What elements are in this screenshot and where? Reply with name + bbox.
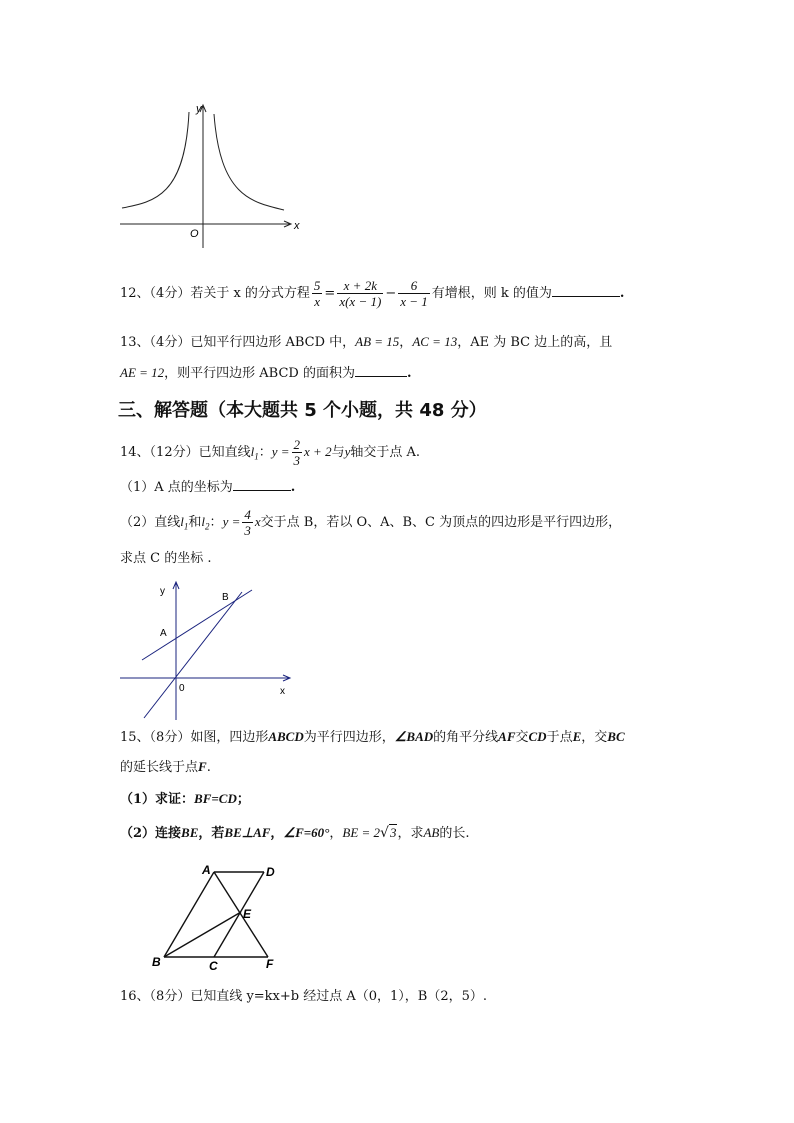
q15-label-d: D bbox=[266, 865, 275, 879]
q14-frac-2-3: $\frac{2}{3}$ bbox=[293, 437, 301, 468]
q14-point-a-label: A bbox=[160, 628, 167, 639]
q14-part-2-cont: 求点 C 的坐标 . bbox=[120, 551, 212, 566]
q14-frac-4-3: $\frac{4}{3}$ bbox=[244, 507, 251, 538]
q11-origin-label: O bbox=[190, 228, 199, 240]
q14-point-b-label: B bbox=[222, 592, 229, 603]
q14-x-label: x bbox=[280, 686, 285, 697]
q15-label-a: A bbox=[202, 863, 211, 877]
q15-label-f: F bbox=[266, 957, 274, 971]
q12: 12、（4分）若关于 x 的分式方程 $\frac{5}{x}$ = $\frac{x + 2k}{x(x - 1)}$ − $\frac{6}{x - 1}$ 有增根，则 k 的值为 . bbox=[120, 278, 625, 309]
q15-label-b: B bbox=[152, 955, 161, 969]
q12-suffix: 有增根，则 k 的值为 bbox=[431, 286, 552, 301]
q14-origin-label: 0 bbox=[179, 683, 185, 694]
q13-line-2: AE = 12，则平行四边形 ABCD 的面积为 . bbox=[120, 365, 412, 381]
q15-label-c: C bbox=[209, 959, 218, 973]
q11-x-label: x bbox=[294, 220, 300, 232]
q14-part-2: （2）直线$l_1$和$l_2$：y = $\frac{4}{3}$ x交于点 B，若以 O、A、B、C 为顶点的四边形是平行四边形， bbox=[120, 507, 622, 538]
q11-right-branch bbox=[214, 114, 284, 210]
q15-segment-be bbox=[164, 912, 241, 957]
q16: 16、（8分）已知直线 y=kx+b 经过点 A（0，1），B（2，5）. bbox=[120, 989, 488, 1004]
q15-side-ab bbox=[164, 872, 214, 957]
q12-frac-3: $\frac{6}{x - 1}$ bbox=[400, 278, 428, 309]
q12-frac-1: $\frac{5}{x}$ bbox=[313, 278, 321, 309]
q13-answer-blank[interactable] bbox=[355, 364, 407, 377]
q15-label-e: E bbox=[243, 907, 252, 921]
q14-stem: 14、（12分）已知直线$l_1$：y = $\frac{2}{3}$ x + 2与y轴交于点 A. bbox=[120, 437, 421, 468]
q14-answer-blank[interactable] bbox=[233, 478, 291, 491]
q12-answer-blank[interactable] bbox=[552, 284, 620, 297]
q14-graph bbox=[110, 578, 310, 724]
q13-line-1: 13、（4分）已知平行四边形 ABCD 中，AB = 15，AC = 13，AE 为 BC 边上的高，且 bbox=[120, 334, 613, 350]
q14-line-l2 bbox=[144, 592, 242, 718]
q14-part-1: （1）A 点的坐标为 . bbox=[120, 480, 296, 495]
q11-graph bbox=[110, 100, 310, 250]
sqrt-symbol: √ bbox=[380, 825, 389, 841]
q11-y-label: y bbox=[196, 103, 202, 115]
q12-frac-2: $\frac{x + 2k}{x(x - 1)}$ bbox=[339, 278, 382, 309]
q15-part-1: （1）求证：BF=CD； bbox=[120, 791, 250, 807]
q15-figure bbox=[148, 860, 288, 978]
q15-line-2: 的延长线于点F. bbox=[120, 759, 211, 775]
q11-left-branch bbox=[122, 112, 189, 208]
section-3-title: 三、解答题（本大题共 5 个小题，共 48 分） bbox=[118, 400, 487, 421]
q12-prefix: 12、（4分）若关于 x 的分式方程 bbox=[120, 286, 310, 301]
q15-line-1: 15、（8分）如图，四边形ABCD为平行四边形，∠BAD的角平分线AF交CD于点E，交BC bbox=[120, 729, 625, 745]
q14-y-label: y bbox=[160, 586, 165, 597]
q15-part-2: （2）连接BE，若BE⊥AF，∠F=60°，BE = 2√3，求AB的长. bbox=[120, 825, 470, 841]
